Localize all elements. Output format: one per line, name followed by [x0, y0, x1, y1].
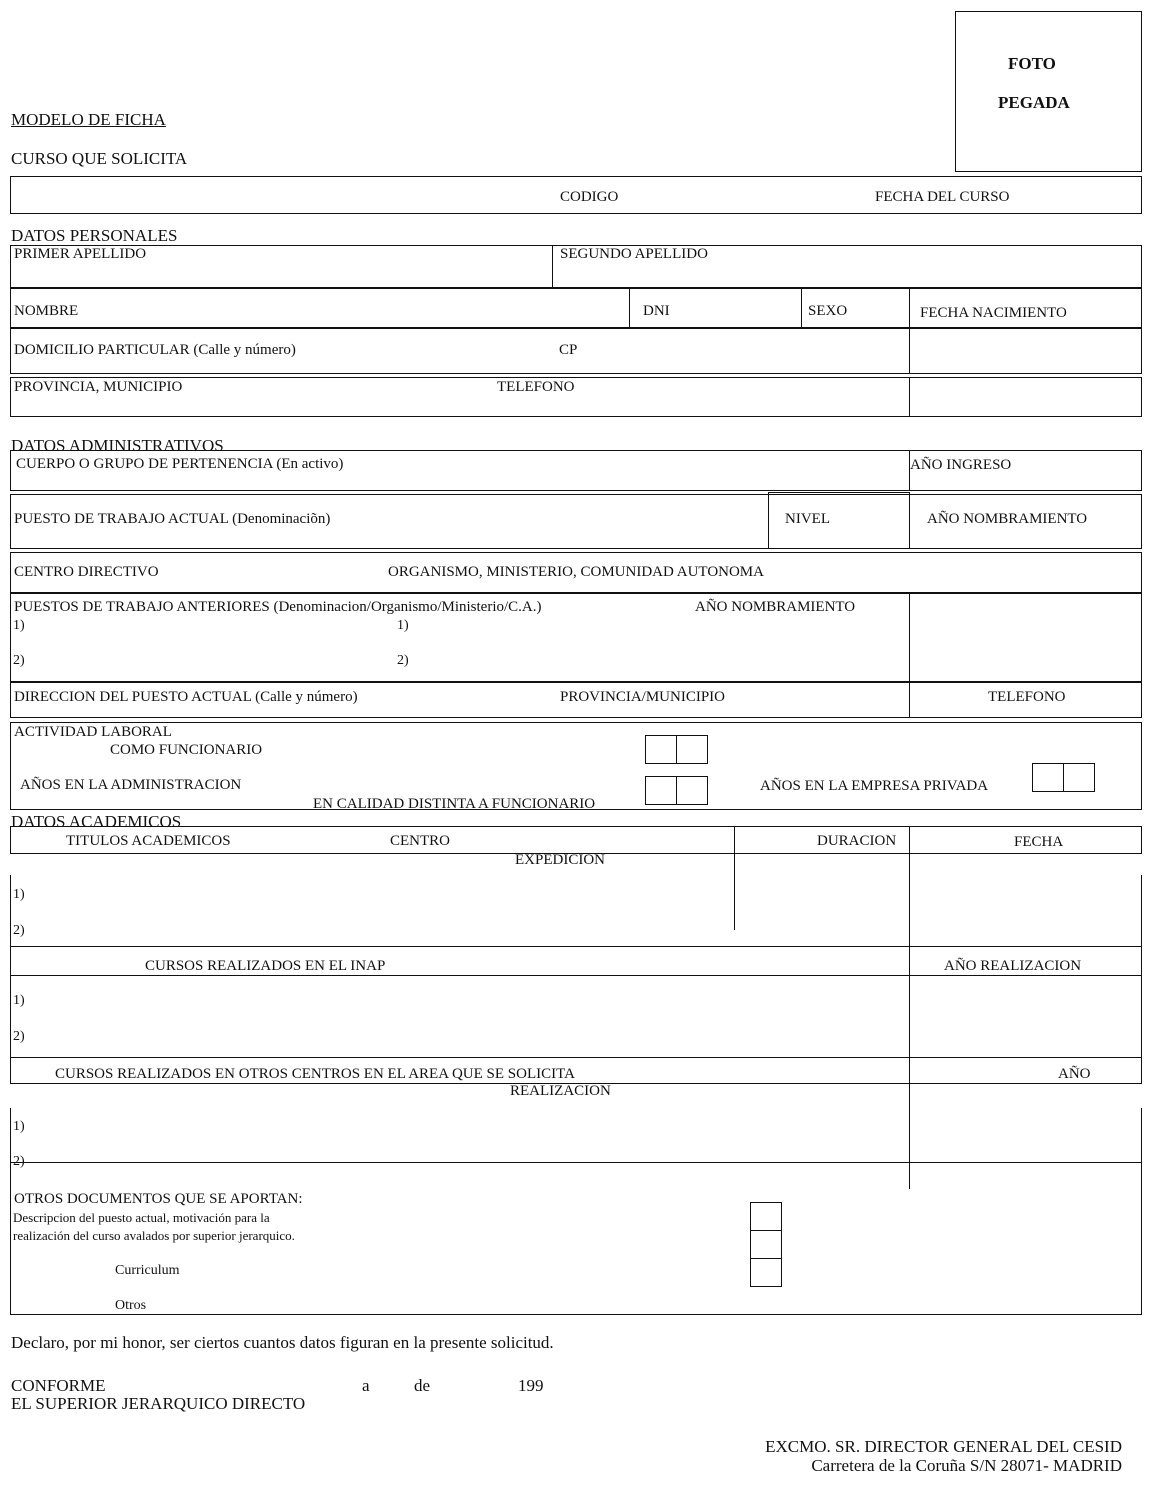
- superior-label: EL SUPERIOR JERARQUICO DIRECTO: [11, 1394, 306, 1413]
- telefono-label: TELEFONO: [497, 379, 575, 395]
- section-personal: DATOS PERSONALES: [11, 226, 178, 245]
- puesto-anterior-2: 2): [13, 653, 25, 668]
- curriculum-label: Curriculum: [115, 1263, 180, 1278]
- centro-label: CENTRO: [390, 833, 450, 849]
- dni-label: DNI: [643, 303, 670, 319]
- academic-left-edge: [10, 875, 11, 946]
- expedicion-label: EXPEDICION: [515, 852, 605, 868]
- academic-divider-centro: [734, 826, 735, 930]
- direccion-label: DIRECCION DEL PUESTO ACTUAL (Calle y número): [14, 689, 358, 705]
- provincia-municipio-label: PROVINCIA/MUNICIPIO: [560, 689, 726, 705]
- apellidos-divider: [552, 245, 553, 288]
- provincia-divider: [909, 377, 910, 417]
- declaration-text: Declaro, por mi honor, ser ciertos cuantos datos figuran en la presente solicitud.: [11, 1333, 554, 1352]
- fecha-nacimiento-label: FECHA NACIMIENTO: [920, 305, 1067, 321]
- anios-admin-label: AÑOS EN LA ADMINISTRACION: [20, 777, 242, 793]
- privada-years-digit-2[interactable]: [1063, 763, 1095, 792]
- puesto-anterior-1: 1): [13, 618, 25, 633]
- puestos-anteriores-divider: [909, 593, 910, 682]
- nombre-divider-3: [909, 288, 910, 328]
- nombre-divider-2: [801, 288, 802, 328]
- academic-divider-duracion: [909, 826, 910, 946]
- duracion-label: DURACION: [817, 833, 897, 849]
- puesto-actual-label: PUESTO DE TRABAJO ACTUAL (Denominaciõn): [14, 511, 331, 527]
- anio-nombramiento-label: AÑO NOMBRAMIENTO: [927, 511, 1088, 527]
- telefono-trabajo-label: TELEFONO: [988, 689, 1066, 705]
- fecha-curso-label: FECHA DEL CURSO: [875, 189, 1010, 205]
- fecha-label: FECHA: [1014, 834, 1064, 850]
- no-funcionario-years-digit-1[interactable]: [645, 776, 677, 805]
- otros-item-2: 2): [13, 1154, 25, 1169]
- date-de-label: de: [414, 1376, 431, 1395]
- organismo-label: ORGANISMO, MINISTERIO, COMUNIDAD AUTONOMA: [388, 564, 764, 580]
- conforme-label: CONFORME: [11, 1376, 106, 1395]
- course-label: CURSO QUE SOLICITA: [11, 149, 188, 168]
- date-year-label: 199: [518, 1376, 544, 1395]
- titulos-label: TITULOS ACADEMICOS: [66, 833, 231, 849]
- otros-label: Otros: [115, 1298, 147, 1313]
- section-academic: DATOS ACADEMICOS: [11, 812, 182, 831]
- organismo-anterior-1: 1): [397, 618, 409, 633]
- anio-realizacion-label: AÑO REALIZACION: [944, 958, 1082, 974]
- date-a-label: a: [362, 1376, 370, 1395]
- nombre-divider-1: [629, 288, 630, 328]
- como-funcionario-label: COMO FUNCIONARIO: [110, 742, 263, 758]
- titulo-item-2: 2): [13, 923, 25, 938]
- organismo-anterior-2: 2): [397, 653, 409, 668]
- cuerpo-label: CUERPO O GRUPO DE PERTENENCIA (En activo): [16, 456, 344, 472]
- checkbox-otros[interactable]: [750, 1258, 782, 1287]
- anio-label: AÑO: [1058, 1066, 1091, 1082]
- privada-years-digit-1[interactable]: [1032, 763, 1064, 792]
- centro-directivo-label: CENTRO DIRECTIVO: [14, 564, 159, 580]
- funcionario-years-digit-2[interactable]: [676, 735, 708, 764]
- photo-box: [955, 11, 1142, 172]
- titulo-item-1: 1): [13, 887, 25, 902]
- direccion-divider: [909, 682, 910, 718]
- inap-divider: [909, 946, 910, 1057]
- academic-right-edge: [1141, 875, 1142, 946]
- realizacion-label: REALIZACION: [510, 1083, 611, 1099]
- cursos-inap-label: CURSOS REALIZADOS EN EL INAP: [145, 958, 386, 974]
- funcionario-years-digit-1[interactable]: [645, 735, 677, 764]
- nivel-label: NIVEL: [785, 511, 830, 527]
- nombre-label: NOMBRE: [14, 303, 79, 319]
- codigo-label: CODIGO: [560, 189, 619, 205]
- section-admin: DATOS ADMINISTRATIVOS: [11, 436, 224, 455]
- cp-label: CP: [559, 342, 578, 358]
- no-funcionario-years-digit-2[interactable]: [676, 776, 708, 805]
- calidad-distinta-label: EN CALIDAD DISTINTA A FUNCIONARIO: [313, 796, 596, 812]
- domicilio-divider: [909, 328, 910, 374]
- form-title: MODELO DE FICHA: [11, 110, 166, 129]
- checkbox-curriculum[interactable]: [750, 1230, 782, 1259]
- photo-label-2: PEGADA: [998, 93, 1070, 112]
- segundo-apellido-label: SEGUNDO APELLIDO: [560, 246, 708, 262]
- inap-item-2: 2): [13, 1029, 25, 1044]
- actividad-label: ACTIVIDAD LABORAL: [14, 724, 172, 740]
- anios-privada-label: AÑOS EN LA EMPRESA PRIVADA: [760, 778, 989, 794]
- otros-right-edge: [1141, 1108, 1142, 1168]
- puestos-anteriores-label: PUESTOS DE TRABAJO ANTERIORES (Denominacion/Organismo/Ministerio/C.A.): [14, 599, 542, 615]
- addressee-label: EXCMO. SR. DIRECTOR GENERAL DEL CESID: [765, 1437, 1122, 1456]
- anio-nombramiento-2-label: AÑO NOMBRAMIENTO: [695, 599, 856, 615]
- cursos-otros-label: CURSOS REALIZADOS EN OTROS CENTROS EN EL AREA QUE SE SOLICITA: [55, 1066, 575, 1082]
- primer-apellido-label: PRIMER APELLIDO: [14, 246, 147, 262]
- documents-line-2: realización del curso avalados por superior jerarquico.: [13, 1228, 295, 1243]
- documents-line-1: Descripcion del puesto actual, motivación para la: [13, 1210, 270, 1225]
- inap-right-edge: [1141, 976, 1142, 1057]
- otros-left-edge: [10, 1108, 11, 1168]
- inap-item-1: 1): [13, 993, 25, 1008]
- address-label: Carretera de la Coruña S/N 28071- MADRID: [811, 1456, 1122, 1475]
- anio-ingreso-label: AÑO INGRESO: [910, 457, 1012, 473]
- domicilio-label: DOMICILIO PARTICULAR (Calle y número): [14, 342, 296, 358]
- sexo-label: SEXO: [808, 303, 848, 319]
- documents-title: OTROS DOCUMENTOS QUE SE APORTAN:: [14, 1191, 303, 1207]
- photo-label-1: FOTO: [1008, 54, 1056, 73]
- inap-left-edge: [10, 976, 11, 1057]
- provincia-label: PROVINCIA, MUNICIPIO: [14, 379, 183, 395]
- otros-item-1: 1): [13, 1119, 25, 1134]
- checkbox-descripcion[interactable]: [750, 1202, 782, 1231]
